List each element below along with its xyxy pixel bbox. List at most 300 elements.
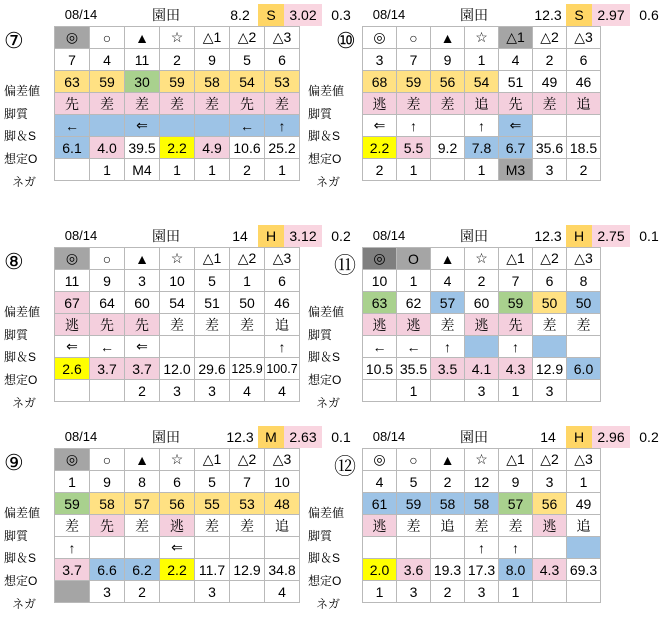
mark-cell: ▲ [125,27,160,49]
prediction-table [54,448,300,603]
label-odds: 想定O [308,373,342,387]
nega-value: 3 [465,380,499,402]
running-style: 逃 [160,515,195,537]
label-nega: ネガ [316,396,341,410]
deviation-value: 46 [567,71,601,93]
label-odds: 想定O [308,152,342,166]
deviation-value: 58 [90,493,125,515]
nega-value: 3 [195,581,230,603]
race-pct: 0.1 [331,429,351,445]
mark-cell: ☆ [160,27,195,49]
label-style: 脚質 [4,529,29,543]
legs-arrow [431,537,465,559]
legs-arrow: ↑ [431,336,465,358]
race-venue: 園田 [152,7,180,23]
mark-cell: △2 [533,248,567,270]
nega-value: 1 [195,159,230,181]
legs-arrow: ↑ [499,336,533,358]
running-style: 追 [465,93,499,115]
running-style: 差 [499,515,533,537]
horse-number: 6 [567,49,601,71]
race-pct: 0.3 [331,7,351,23]
deviation-value: 57 [431,292,465,314]
horse-number: 4 [431,270,465,292]
legs-row [363,537,601,559]
nega-value: M4 [125,159,160,181]
deviation-value: 49 [567,493,601,515]
race-distance: 12.3 [226,429,254,445]
race-distance: 12.3 [534,7,562,23]
legs-arrow: ← [230,115,265,137]
race-date: 08/14 [64,7,98,22]
label-nega: ネガ [316,597,341,611]
marks-row [55,449,300,471]
legs-arrow [230,537,265,559]
race-venue: 園田 [152,429,180,445]
horse-number: 5 [195,270,230,292]
deviation-value: 30 [125,71,160,93]
nega-row [55,581,300,603]
deviation-value: 59 [499,292,533,314]
horse-number: 1 [230,270,265,292]
deviation-value: 60 [465,292,499,314]
mark-cell: ◎ [55,248,90,270]
legs-arrow: ↑ [265,336,300,358]
label-legs: 脚＆S [4,350,37,364]
running-style: 差 [230,314,265,336]
horse-number: 10 [265,471,300,493]
deviation-row [363,71,601,93]
horse-number: 5 [230,49,265,71]
legs-arrow: ← [55,115,90,137]
style-row [55,515,300,537]
odds-row [55,358,300,380]
label-nega: ネガ [12,396,37,410]
deviation-value: 68 [363,71,397,93]
odds-row [55,137,300,159]
legs-row [55,336,300,358]
deviation-value: 49 [533,71,567,93]
horse-number: 9 [499,471,533,493]
expected-odds: 8.0 [499,559,533,581]
odds-row [55,559,300,581]
running-style: 差 [567,314,601,336]
label-legs: 脚＆S [4,129,37,143]
race-header [362,225,668,247]
race-panel-10 [362,4,668,212]
running-style: 先 [230,93,265,115]
nega-value [160,581,195,603]
mark-cell: △1 [195,449,230,471]
running-style: 先 [55,93,90,115]
running-style: 逃 [363,314,397,336]
mark-cell: △3 [265,248,300,270]
horse-number: 9 [195,49,230,71]
horse-number: 2 [431,471,465,493]
running-style: 追 [265,515,300,537]
race-odds: 2.96 [592,426,630,448]
nega-value [431,159,465,181]
nega-value: 4 [265,380,300,402]
legs-arrow: ← [363,336,397,358]
deviation-value: 56 [431,71,465,93]
legs-arrow: ⇐ [55,336,90,358]
expected-odds: 35.5 [397,358,431,380]
expected-odds: 2.2 [160,137,195,159]
deviation-value: 58 [195,71,230,93]
legs-arrow: ↑ [499,537,533,559]
deviation-value: 57 [499,493,533,515]
deviation-value: 63 [55,71,90,93]
race-date: 08/14 [372,228,406,243]
expected-odds: 29.6 [195,358,230,380]
horse-number: 6 [265,270,300,292]
nega-row [363,581,601,603]
race-header [362,4,668,26]
label-style: 脚質 [4,107,29,121]
nega-value [55,380,90,402]
race-odds: 2.75 [592,225,630,247]
deviation-value: 55 [195,493,230,515]
label-nega: ネガ [12,175,37,189]
deviation-value: 48 [265,493,300,515]
running-style: 差 [397,93,431,115]
legs-arrow [397,537,431,559]
race-header [54,4,360,26]
legs-row [55,115,300,137]
legs-arrow: ↑ [397,115,431,137]
mark-cell: △2 [533,27,567,49]
deviation-value: 59 [160,71,195,93]
expected-odds: 10.6 [230,137,265,159]
legs-arrow [533,336,567,358]
nega-row [363,159,601,181]
running-style: 先 [90,314,125,336]
nega-value: 2 [567,159,601,181]
label-odds: 想定O [4,574,38,588]
legs-arrow [465,336,499,358]
horse-number: 2 [465,270,499,292]
running-style: 差 [195,314,230,336]
running-style: 先 [499,93,533,115]
race-pct: 0.2 [331,228,351,244]
deviation-value: 59 [90,71,125,93]
expected-odds: 9.2 [431,137,465,159]
running-style: 逃 [55,314,90,336]
race-grade: H [566,426,592,448]
running-style: 差 [533,314,567,336]
mark-cell: △1 [499,449,533,471]
deviation-value: 51 [195,292,230,314]
deviation-value: 56 [160,493,195,515]
race-number: ⑨ [4,450,24,475]
horse-number: 6 [265,49,300,71]
expected-odds: 3.6 [397,559,431,581]
race-header [362,426,668,448]
running-style: 差 [431,314,465,336]
mark-cell: ◎ [55,27,90,49]
nega-value: 1 [499,380,533,402]
nega-value: 4 [230,380,265,402]
legs-arrow [431,115,465,137]
nega-value [567,380,601,402]
expected-odds: 39.5 [125,137,160,159]
nega-value: 3 [465,581,499,603]
deviation-row [55,292,300,314]
expected-odds: 2.2 [363,137,397,159]
mark-cell: △2 [230,449,265,471]
numbers-row [363,471,601,493]
mark-cell: ▲ [431,248,465,270]
race-venue: 園田 [460,429,488,445]
legs-arrow [230,336,265,358]
nega-value: 2 [125,380,160,402]
expected-odds: 6.2 [125,559,160,581]
horse-number: 7 [230,471,265,493]
mark-cell: △1 [195,248,230,270]
legs-arrow [90,537,125,559]
race-distance: 8.2 [230,7,250,23]
running-style: 逃 [465,314,499,336]
expected-odds: 69.3 [567,559,601,581]
legs-arrow [195,537,230,559]
expected-odds: 11.7 [195,559,230,581]
running-style: 追 [567,515,601,537]
deviation-value: 54 [160,292,195,314]
style-row [55,314,300,336]
legs-arrow [160,115,195,137]
deviation-value: 56 [533,493,567,515]
deviation-row [55,71,300,93]
horse-number: 3 [533,471,567,493]
race-panel-11 [362,225,668,433]
legs-arrow [160,336,195,358]
deviation-value: 50 [533,292,567,314]
deviation-value: 58 [431,493,465,515]
race-header [54,426,360,448]
expected-odds: 6.7 [499,137,533,159]
running-style: 差 [160,93,195,115]
mark-cell: ☆ [465,449,499,471]
nega-row [363,380,601,402]
label-legs: 脚＆S [308,350,341,364]
horse-number: 4 [363,471,397,493]
legs-arrow: ↑ [55,537,90,559]
horse-number: 1 [465,49,499,71]
deviation-value: 53 [265,71,300,93]
legs-arrow [533,537,567,559]
horse-number: 6 [533,270,567,292]
expected-odds: 25.2 [265,137,300,159]
race-number: ⑩ [336,28,356,53]
running-style: 追 [431,515,465,537]
mark-cell: ☆ [160,449,195,471]
nega-value: 2 [431,581,465,603]
legs-arrow [90,115,125,137]
running-style: 差 [533,93,567,115]
label-odds: 想定O [4,373,38,387]
race-grade: H [566,225,592,247]
label-style: 脚質 [308,529,333,543]
label-odds: 想定O [4,152,38,166]
race-date: 08/14 [64,429,98,444]
prediction-table [362,247,601,402]
horse-number: 10 [363,270,397,292]
legs-arrow: ⇐ [499,115,533,137]
horse-number: 5 [397,471,431,493]
horse-number: 3 [125,270,160,292]
expected-odds: 35.6 [533,137,567,159]
race-number: ⑫ [334,454,357,479]
nega-value [363,380,397,402]
running-style: 先 [125,314,160,336]
deviation-row [363,292,601,314]
expected-odds: 18.5 [567,137,601,159]
odds-row [363,358,601,380]
running-style: 差 [125,515,160,537]
horse-number: 8 [125,471,160,493]
race-pct: 0.6 [639,7,659,23]
running-style: 逃 [533,515,567,537]
running-style: 差 [431,93,465,115]
expected-odds: 17.3 [465,559,499,581]
mark-cell: △2 [230,248,265,270]
nega-value [533,581,567,603]
running-style: 差 [265,93,300,115]
horse-number: 12 [465,471,499,493]
deviation-value: 58 [465,493,499,515]
prediction-table [362,26,601,181]
label-deviation: 偏差値 [308,305,345,319]
legs-arrow [533,115,567,137]
numbers-row [55,471,300,493]
mark-cell: ○ [397,27,431,49]
horse-number: 1 [397,270,431,292]
race-number: ⑪ [334,253,357,278]
legs-arrow: ⇐ [160,537,195,559]
marks-row [55,27,300,49]
race-venue: 園田 [460,228,488,244]
nega-value [90,380,125,402]
expected-odds: 3.7 [90,358,125,380]
deviation-value: 62 [397,292,431,314]
expected-odds: 5.5 [397,137,431,159]
deviation-value: 59 [397,493,431,515]
nega-value: 1 [397,159,431,181]
mark-cell: ○ [90,248,125,270]
label-deviation: 偏差値 [4,84,41,98]
race-grade: M [258,426,284,448]
race-odds: 2.63 [284,426,322,448]
numbers-row [55,49,300,71]
deviation-value: 57 [125,493,160,515]
legs-arrow: ← [90,336,125,358]
label-nega: ネガ [316,175,341,189]
mark-cell: ◎ [55,449,90,471]
horse-number: 2 [533,49,567,71]
expected-odds: 19.3 [431,559,465,581]
nega-value [431,380,465,402]
label-style: 脚質 [308,107,333,121]
running-style: 差 [230,515,265,537]
horse-number: 7 [397,49,431,71]
running-style: 先 [90,515,125,537]
numbers-row [363,49,601,71]
race-date: 08/14 [64,228,98,243]
horse-number: 1 [55,471,90,493]
expected-odds: 2.6 [55,358,90,380]
mark-cell: △3 [567,27,601,49]
expected-odds: 10.5 [363,358,397,380]
mark-cell: ◎ [363,27,397,49]
legs-arrow: ↑ [265,115,300,137]
prediction-table [362,448,601,603]
marks-row [363,449,601,471]
legs-row [55,537,300,559]
running-style: 差 [160,314,195,336]
race-date: 08/14 [372,429,406,444]
horse-number: 9 [90,471,125,493]
nega-value: 1 [90,159,125,181]
race-odds: 2.97 [592,4,630,26]
nega-value: 1 [397,380,431,402]
mark-cell: ◎ [363,449,397,471]
expected-odds: 125.9 [230,358,265,380]
label-odds: 想定O [308,574,342,588]
horse-number: 7 [499,270,533,292]
nega-value [230,581,265,603]
label-deviation: 偏差値 [308,506,345,520]
deviation-value: 50 [230,292,265,314]
mark-cell: △3 [567,248,601,270]
race-grade: S [566,4,592,26]
running-style: 先 [499,314,533,336]
label-style: 脚質 [308,328,333,342]
running-style: 差 [397,515,431,537]
nega-value [55,159,90,181]
deviation-value: 53 [230,493,265,515]
legs-arrow [125,537,160,559]
deviation-value: 61 [363,493,397,515]
running-style: 差 [195,93,230,115]
mark-cell: ◎ [363,248,397,270]
nega-value [55,581,90,603]
mark-cell: ▲ [431,449,465,471]
race-number: ⑦ [4,28,24,53]
style-row [363,515,601,537]
horse-number: 7 [55,49,90,71]
horse-number: 10 [160,270,195,292]
race-venue: 園田 [152,228,180,244]
expected-odds: 6.1 [55,137,90,159]
deviation-row [363,493,601,515]
expected-odds: 4.9 [195,137,230,159]
race-odds: 3.12 [284,225,322,247]
race-panel-12 [362,426,668,634]
nega-value: 1 [265,159,300,181]
deviation-value: 46 [265,292,300,314]
mark-cell: ▲ [125,248,160,270]
marks-row [55,248,300,270]
label-legs: 脚＆S [308,129,341,143]
deviation-value: 67 [55,292,90,314]
expected-odds: 6.6 [90,559,125,581]
nega-value [567,581,601,603]
horse-number: 1 [567,471,601,493]
running-style: 差 [90,93,125,115]
expected-odds: 4.3 [533,559,567,581]
mark-cell: ▲ [125,449,160,471]
